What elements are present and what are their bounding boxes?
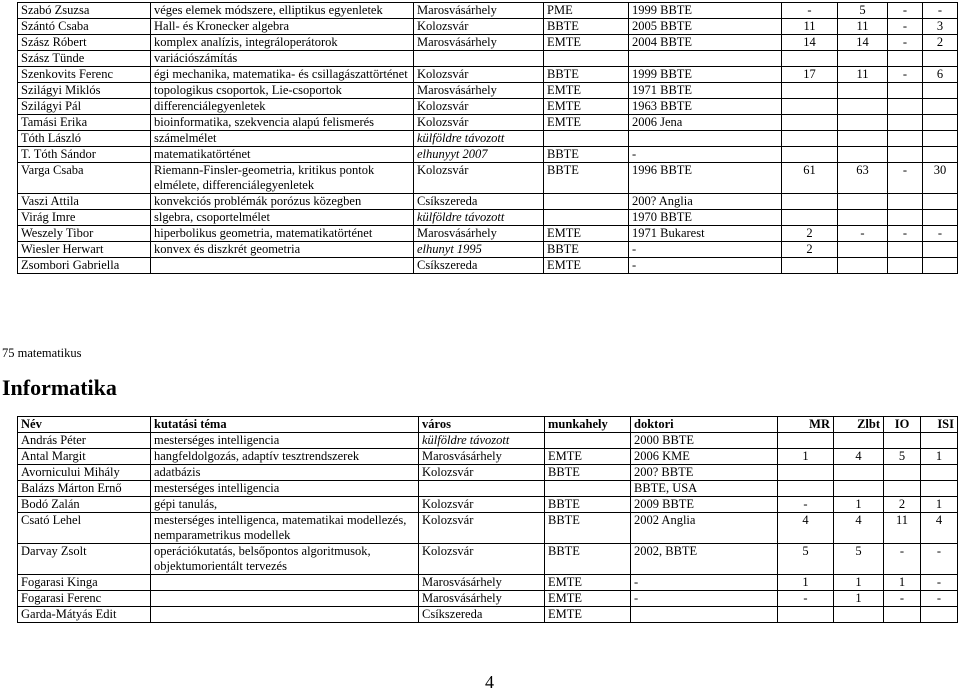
- cell-mr: [782, 115, 838, 131]
- cell-city: Kolozsvár: [419, 513, 545, 544]
- cell-zlbt: 5: [834, 544, 884, 575]
- page-number: 4: [485, 672, 494, 692]
- cell-doctorate: 2005 BBTE: [629, 19, 782, 35]
- cell-io: [888, 258, 923, 274]
- cell-mr: -: [778, 591, 834, 607]
- cell-isi: [923, 131, 958, 147]
- cell-mr: 11: [782, 19, 838, 35]
- cell-doctorate: 1971 Bukarest: [629, 226, 782, 242]
- cell-doctorate: 2002, BBTE: [631, 544, 778, 575]
- cell-name: Szenkovits Ferenc: [18, 67, 151, 83]
- cell-workplace: [544, 210, 629, 226]
- cell-research-topic: konvex és diszkrét geometria: [151, 242, 414, 258]
- cell-name: Szilágyi Miklós: [18, 83, 151, 99]
- cell-io: [884, 607, 921, 623]
- header-workplace: munkahely: [545, 417, 631, 433]
- cell-io: -: [888, 226, 923, 242]
- header-isi: ISI: [921, 417, 958, 433]
- table-row: [18, 591, 958, 607]
- cell-mr: [782, 147, 838, 163]
- table-row: [18, 147, 958, 163]
- cell-research-topic: Hall- és Kronecker algebra: [151, 19, 414, 35]
- cell-city: [419, 481, 545, 497]
- cell-city: Csíkszereda: [419, 607, 545, 623]
- cell-isi: [921, 465, 958, 481]
- cell-research-topic: topologikus csoportok, Lie-csoportok: [151, 83, 414, 99]
- cell-research-topic: differenciálegyenletek: [151, 99, 414, 115]
- cell-research-topic: variációszámítás: [151, 51, 414, 67]
- cell-name: Szász Tünde: [18, 51, 151, 67]
- cell-doctorate: 1963 BBTE: [629, 99, 782, 115]
- cell-name: Szántó Csaba: [18, 19, 151, 35]
- table-row: [18, 131, 958, 147]
- cell-isi: [921, 481, 958, 497]
- cell-mr: -: [782, 3, 838, 19]
- cell-io: [888, 210, 923, 226]
- cell-workplace: EMTE: [544, 115, 629, 131]
- cell-city: Kolozsvár: [419, 497, 545, 513]
- cell-name: Darvay Zsolt: [18, 544, 151, 575]
- informatics-table: [17, 416, 958, 623]
- cell-name: Csató Lehel: [18, 513, 151, 544]
- cell-zlbt: 5: [838, 3, 888, 19]
- cell-zlbt: [838, 258, 888, 274]
- header-doctorate: doktori: [631, 417, 778, 433]
- cell-workplace: EMTE: [544, 99, 629, 115]
- cell-isi: -: [923, 226, 958, 242]
- table-row: [18, 481, 958, 497]
- cell-city: külföldre távozott: [414, 210, 544, 226]
- cell-name: Weszely Tibor: [18, 226, 151, 242]
- cell-name: Szilágyi Pál: [18, 99, 151, 115]
- cell-city: Kolozsvár: [414, 163, 544, 194]
- header-zlbt: Zlbt: [834, 417, 884, 433]
- cell-mr: 2: [782, 226, 838, 242]
- cell-doctorate: 2006 Jena: [629, 115, 782, 131]
- cell-name: Tamási Erika: [18, 115, 151, 131]
- header-research-topic: kutatási téma: [151, 417, 419, 433]
- cell-city: Kolozsvár: [419, 544, 545, 575]
- table-row: [18, 497, 958, 513]
- cell-isi: [923, 115, 958, 131]
- cell-city: Marosvásárhely: [414, 3, 544, 19]
- cell-mr: [782, 131, 838, 147]
- cell-city: külföldre távozott: [414, 131, 544, 147]
- table-row: [18, 544, 958, 575]
- cell-doctorate: BBTE, USA: [631, 481, 778, 497]
- cell-name: Balázs Márton Ernő: [18, 481, 151, 497]
- cell-doctorate: -: [631, 575, 778, 591]
- cell-mr: [782, 210, 838, 226]
- cell-doctorate: 1970 BBTE: [629, 210, 782, 226]
- table-row: [18, 433, 958, 449]
- cell-isi: 1: [921, 449, 958, 465]
- cell-doctorate: 1971 BBTE: [629, 83, 782, 99]
- cell-isi: 4: [921, 513, 958, 544]
- cell-workplace: BBTE: [544, 242, 629, 258]
- cell-workplace: BBTE: [545, 465, 631, 481]
- cell-research-topic: matematikatörténet: [151, 147, 414, 163]
- cell-zlbt: 4: [834, 449, 884, 465]
- cell-zlbt: 63: [838, 163, 888, 194]
- cell-research-topic: hiperbolikus geometria, matematikatörténet: [151, 226, 414, 242]
- cell-isi: 2: [923, 35, 958, 51]
- cell-workplace: PME: [544, 3, 629, 19]
- table-row: [18, 51, 958, 67]
- header-mr: MR: [778, 417, 834, 433]
- cell-name: Tóth László: [18, 131, 151, 147]
- cell-research-topic: számelmélet: [151, 131, 414, 147]
- cell-io: -: [884, 544, 921, 575]
- cell-mr: 1: [778, 449, 834, 465]
- table-row: [18, 607, 958, 623]
- cell-zlbt: [838, 147, 888, 163]
- cell-io: [888, 147, 923, 163]
- cell-isi: [923, 99, 958, 115]
- cell-io: 2: [884, 497, 921, 513]
- cell-isi: [923, 242, 958, 258]
- cell-io: [884, 465, 921, 481]
- cell-zlbt: [838, 131, 888, 147]
- mathematicians-table: [17, 2, 958, 274]
- cell-mr: 4: [778, 513, 834, 544]
- cell-workplace: EMTE: [544, 35, 629, 51]
- table-row: [18, 3, 958, 19]
- cell-mr: 17: [782, 67, 838, 83]
- table-row: [18, 83, 958, 99]
- table-row: [18, 513, 958, 544]
- header-name: Név: [18, 417, 151, 433]
- cell-workplace: BBTE: [545, 544, 631, 575]
- cell-name: Virág Imre: [18, 210, 151, 226]
- cell-name: Zsombori Gabriella: [18, 258, 151, 274]
- cell-mr: [782, 83, 838, 99]
- cell-workplace: EMTE: [545, 591, 631, 607]
- cell-isi: 1: [921, 497, 958, 513]
- cell-mr: 1: [778, 575, 834, 591]
- cell-name: Szabó Zsuzsa: [18, 3, 151, 19]
- cell-research-topic: [151, 607, 419, 623]
- cell-workplace: BBTE: [544, 147, 629, 163]
- cell-workplace: BBTE: [544, 67, 629, 83]
- cell-zlbt: [838, 194, 888, 210]
- cell-name: Avornicului Mihály: [18, 465, 151, 481]
- cell-research-topic: [151, 258, 414, 274]
- cell-io: -: [888, 19, 923, 35]
- cell-research-topic: bioinformatika, szekvencia alapú felismerés: [151, 115, 414, 131]
- cell-zlbt: 11: [838, 19, 888, 35]
- cell-workplace: [545, 481, 631, 497]
- cell-io: [884, 481, 921, 497]
- cell-city: Marosvásárhely: [419, 591, 545, 607]
- cell-name: Fogarasi Ferenc: [18, 591, 151, 607]
- cell-zlbt: -: [838, 226, 888, 242]
- cell-isi: 6: [923, 67, 958, 83]
- cell-io: [888, 194, 923, 210]
- cell-doctorate: 200? Anglia: [629, 194, 782, 210]
- cell-isi: -: [921, 544, 958, 575]
- cell-doctorate: 1996 BBTE: [629, 163, 782, 194]
- cell-doctorate: -: [631, 591, 778, 607]
- cell-research-topic: [151, 575, 419, 591]
- cell-mr: [778, 481, 834, 497]
- cell-mr: [778, 433, 834, 449]
- cell-doctorate: -: [629, 147, 782, 163]
- cell-io: [888, 51, 923, 67]
- mathematician-count: 75 matematikus: [2, 346, 82, 360]
- cell-research-topic: operációkutatás, belsőpontos algoritmusok, objektumorientált tervezés: [151, 544, 419, 575]
- cell-research-topic: adatbázis: [151, 465, 419, 481]
- table-row: [18, 194, 958, 210]
- table-row: [18, 210, 958, 226]
- cell-zlbt: [834, 465, 884, 481]
- cell-workplace: [544, 194, 629, 210]
- table-row: [18, 226, 958, 242]
- cell-doctorate: [631, 607, 778, 623]
- cell-city: elhunyyt 2007: [414, 147, 544, 163]
- cell-io: 1: [884, 575, 921, 591]
- cell-isi: 3: [923, 19, 958, 35]
- cell-workplace: [544, 51, 629, 67]
- cell-research-topic: véges elemek módszere, elliptikus egyenletek: [151, 3, 414, 19]
- cell-doctorate: 2009 BBTE: [631, 497, 778, 513]
- cell-mr: [782, 99, 838, 115]
- cell-name: Antal Margit: [18, 449, 151, 465]
- table-row: [18, 242, 958, 258]
- header-city: város: [419, 417, 545, 433]
- cell-zlbt: [834, 481, 884, 497]
- cell-io: 11: [884, 513, 921, 544]
- cell-doctorate: 2000 BBTE: [631, 433, 778, 449]
- cell-mr: [778, 607, 834, 623]
- cell-city: Marosvásárhely: [414, 226, 544, 242]
- cell-research-topic: Riemann-Finsler-geometria, kritikus pontok elmélete, differenciálegyenletek: [151, 163, 414, 194]
- cell-mr: [782, 258, 838, 274]
- cell-doctorate: 200? BBTE: [631, 465, 778, 481]
- cell-workplace: EMTE: [544, 83, 629, 99]
- cell-doctorate: 1999 BBTE: [629, 67, 782, 83]
- cell-workplace: [544, 131, 629, 147]
- cell-io: 5: [884, 449, 921, 465]
- cell-name: Szász Róbert: [18, 35, 151, 51]
- cell-zlbt: 11: [838, 67, 888, 83]
- cell-doctorate: 2006 KME: [631, 449, 778, 465]
- header-io: IO: [884, 417, 921, 433]
- table-row: [18, 35, 958, 51]
- cell-workplace: EMTE: [545, 449, 631, 465]
- section-title: Informatika: [2, 375, 117, 400]
- cell-name: T. Tóth Sándor: [18, 147, 151, 163]
- cell-city: Marosvásárhely: [419, 449, 545, 465]
- cell-city: Marosvásárhely: [414, 83, 544, 99]
- cell-zlbt: [838, 83, 888, 99]
- cell-mr: 61: [782, 163, 838, 194]
- cell-zlbt: [834, 607, 884, 623]
- cell-city: Kolozsvár: [419, 465, 545, 481]
- cell-doctorate: 1999 BBTE: [629, 3, 782, 19]
- cell-zlbt: [838, 210, 888, 226]
- cell-research-topic: konvekciós problémák porózus közegben: [151, 194, 414, 210]
- cell-research-topic: mesterséges intelligencia: [151, 433, 419, 449]
- cell-zlbt: [838, 242, 888, 258]
- table-row: [18, 449, 958, 465]
- cell-city: elhunyt 1995: [414, 242, 544, 258]
- cell-io: -: [884, 591, 921, 607]
- cell-mr: [782, 51, 838, 67]
- cell-name: Varga Csaba: [18, 163, 151, 194]
- cell-city: Marosvásárhely: [414, 35, 544, 51]
- cell-research-topic: slgebra, csoportelmélet: [151, 210, 414, 226]
- cell-doctorate: [629, 131, 782, 147]
- cell-city: Csíkszereda: [414, 194, 544, 210]
- cell-research-topic: hangfeldolgozás, adaptív tesztrendszerek: [151, 449, 419, 465]
- cell-io: [884, 433, 921, 449]
- cell-city: Kolozsvár: [414, 115, 544, 131]
- cell-workplace: [545, 433, 631, 449]
- cell-zlbt: 1: [834, 575, 884, 591]
- cell-zlbt: [838, 99, 888, 115]
- cell-research-topic: mesterséges intelligencia: [151, 481, 419, 497]
- cell-city: [414, 51, 544, 67]
- cell-doctorate: [629, 51, 782, 67]
- cell-name: Garda-Mátyás Edit: [18, 607, 151, 623]
- cell-mr: 5: [778, 544, 834, 575]
- table-row: [18, 575, 958, 591]
- cell-research-topic: [151, 591, 419, 607]
- cell-isi: 30: [923, 163, 958, 194]
- table-row: [18, 19, 958, 35]
- table-row: [18, 115, 958, 131]
- cell-mr: 14: [782, 35, 838, 51]
- cell-isi: -: [923, 3, 958, 19]
- cell-io: [888, 83, 923, 99]
- cell-zlbt: 14: [838, 35, 888, 51]
- cell-city: külföldre távozott: [419, 433, 545, 449]
- cell-workplace: EMTE: [545, 575, 631, 591]
- cell-isi: [923, 147, 958, 163]
- cell-workplace: EMTE: [544, 258, 629, 274]
- cell-zlbt: [838, 115, 888, 131]
- cell-doctorate: 2004 BBTE: [629, 35, 782, 51]
- cell-isi: [923, 83, 958, 99]
- cell-research-topic: mesterséges intelligenca, matematikai modellezés, nemparametrikus modellek: [151, 513, 419, 544]
- cell-name: Fogarasi Kinga: [18, 575, 151, 591]
- cell-workplace: BBTE: [544, 163, 629, 194]
- cell-name: Wiesler Herwart: [18, 242, 151, 258]
- table-row: [18, 465, 958, 481]
- cell-io: -: [888, 163, 923, 194]
- cell-doctorate: -: [629, 242, 782, 258]
- cell-doctorate: 2002 Anglia: [631, 513, 778, 544]
- cell-isi: -: [921, 575, 958, 591]
- cell-city: Kolozsvár: [414, 67, 544, 83]
- cell-zlbt: [834, 433, 884, 449]
- cell-isi: [923, 210, 958, 226]
- cell-workplace: BBTE: [545, 513, 631, 544]
- cell-mr: -: [778, 497, 834, 513]
- cell-io: -: [888, 35, 923, 51]
- cell-research-topic: égi mechanika, matematika- és csillagászattörténet: [151, 67, 414, 83]
- table-row: [18, 67, 958, 83]
- cell-isi: [923, 258, 958, 274]
- cell-name: András Péter: [18, 433, 151, 449]
- table-row: [18, 163, 958, 194]
- cell-workplace: EMTE: [545, 607, 631, 623]
- cell-zlbt: 1: [834, 591, 884, 607]
- cell-zlbt: 4: [834, 513, 884, 544]
- cell-name: Bodó Zalán: [18, 497, 151, 513]
- cell-city: Kolozsvár: [414, 99, 544, 115]
- cell-name: Vaszi Attila: [18, 194, 151, 210]
- cell-io: [888, 115, 923, 131]
- cell-mr: [782, 194, 838, 210]
- cell-workplace: BBTE: [544, 19, 629, 35]
- cell-isi: [923, 194, 958, 210]
- cell-research-topic: komplex analízis, integráloperátorok: [151, 35, 414, 51]
- cell-isi: [921, 607, 958, 623]
- cell-isi: [921, 433, 958, 449]
- cell-mr: 2: [782, 242, 838, 258]
- cell-city: Kolozsvár: [414, 19, 544, 35]
- cell-io: [888, 131, 923, 147]
- cell-city: Marosvásárhely: [419, 575, 545, 591]
- cell-io: -: [888, 67, 923, 83]
- cell-research-topic: gépi tanulás,: [151, 497, 419, 513]
- cell-workplace: EMTE: [544, 226, 629, 242]
- header-row: [18, 417, 958, 433]
- cell-io: [888, 99, 923, 115]
- cell-workplace: BBTE: [545, 497, 631, 513]
- cell-isi: [923, 51, 958, 67]
- cell-zlbt: [838, 51, 888, 67]
- cell-doctorate: -: [629, 258, 782, 274]
- cell-mr: [778, 465, 834, 481]
- cell-zlbt: 1: [834, 497, 884, 513]
- table-row: [18, 99, 958, 115]
- cell-io: [888, 242, 923, 258]
- cell-io: -: [888, 3, 923, 19]
- cell-city: Csíkszereda: [414, 258, 544, 274]
- cell-isi: -: [921, 591, 958, 607]
- table-row: [18, 258, 958, 274]
